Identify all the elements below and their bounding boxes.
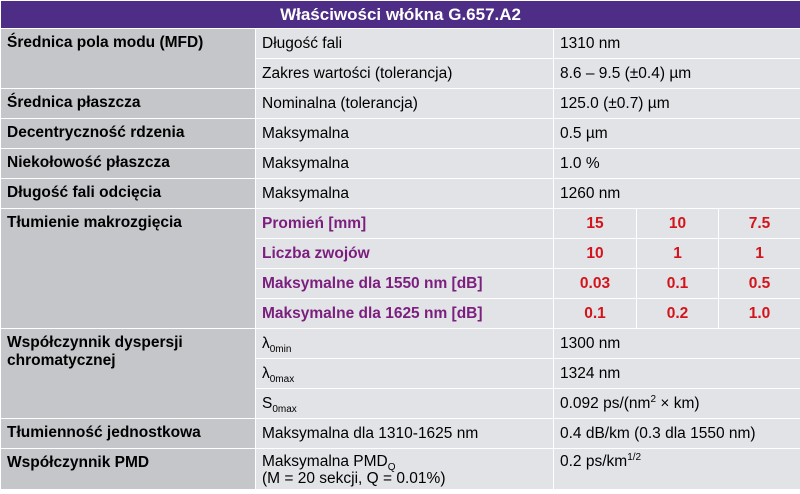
lambda-symbol: λ [262,364,270,382]
condition-lambda-min [256,329,554,359]
property-core-concentricity: Decentryczność rdzenia [1,119,256,149]
condition-cladding-diameter: Nominalna (tolerancja) [256,89,554,119]
value-cutoff: 1260 nm [554,179,800,209]
macrobend-turns-value: 1 [719,239,800,269]
value-cladding-noncircularity: 1.0 % [554,149,800,179]
macrobend-1550-value: 0.03 [554,269,637,299]
property-cladding-noncircularity: Niekołowość płaszcza [1,149,256,179]
macrobend-radius-value: 7.5 [719,209,800,239]
condition-core-concentricity: Maksymalna [256,119,554,149]
property-cladding-diameter: Średnica płaszcza [1,89,256,119]
condition-attenuation: Maksymalna dla 1310-1625 nm [256,419,554,449]
lambda-min-subscript: 0min [269,343,292,355]
pmd-value-text: 0.2 ps/km [560,453,628,470]
macrobend-radius-value: 15 [554,209,637,239]
macrobend-1625-value: 1.0 [719,299,800,329]
condition-wavelength: Długość fali [256,29,554,59]
condition-pmd [256,449,554,490]
pmd-condition-note: (M = 20 sekcji, Q = 0.01%) [262,470,446,487]
macrobend-turns-value: 1 [637,239,719,269]
macrobend-turns-label: Liczba zwojów [256,239,554,269]
macrobend-1550-label: Maksymalne dla 1550 nm [dB] [256,269,554,299]
value-wavelength: 1310 nm [554,29,800,59]
macrobend-1550-value: 0.5 [719,269,800,299]
macrobend-turns-value: 10 [554,239,637,269]
property-mfd: Średnica pola modu (MFD) [1,29,256,89]
s-value-unit: × km) [656,394,700,412]
s-value-superscript: 2 [650,393,657,405]
pmd-value-superscript: 1/2 [627,451,642,463]
property-dispersion: Współczynnik dyspersji chromatycznej [1,329,256,419]
macrobend-1625-value: 0.2 [637,299,719,329]
pmd-condition-subscript: Q [387,462,396,474]
condition-cutoff: Maksymalna [256,179,554,209]
macrobend-1625-value: 0.1 [554,299,637,329]
value-lambda-max: 1324 nm [554,359,800,389]
lambda-max-subscript: 0max [269,373,295,385]
macrobend-1550-value: 0.1 [637,269,719,299]
property-cutoff: Długość fali odcięcia [1,179,256,209]
value-core-concentricity: 0.5 µm [554,119,800,149]
value-range: 8.6 – 9.5 (±0.4) µm [554,59,800,89]
pmd-condition-text: Maksymalna PMD [262,453,388,470]
macrobend-radius-value: 10 [637,209,719,239]
condition-range: Zakres wartości (tolerancja) [256,59,554,89]
condition-lambda-max [256,359,554,389]
condition-cladding-noncircularity: Maksymalna [256,149,554,179]
value-s-max [554,389,800,419]
condition-s-max [256,389,554,419]
value-pmd [554,449,800,490]
property-macrobend: Tłumienie makrozgięcia [1,209,256,329]
property-pmd: Współczynnik PMD [1,449,256,490]
macrobend-radius-label: Promień [mm] [256,209,554,239]
table-title: Właściwości włókna G.657.A2 [1,1,800,29]
s-value-text: 0.092 ps/(nm [560,394,651,412]
s-max-subscript: 0max [272,403,297,415]
value-lambda-min: 1300 nm [554,329,800,359]
s-symbol: S [262,394,273,412]
value-cladding-diameter: 125.0 (±0.7) µm [554,89,800,119]
value-attenuation: 0.4 dB/km (0.3 dla 1550 nm) [554,419,800,449]
lambda-symbol: λ [262,334,270,352]
macrobend-1625-label: Maksymalne dla 1625 nm [dB] [256,299,554,329]
property-attenuation: Tłumienność jednostkowa [1,419,256,449]
